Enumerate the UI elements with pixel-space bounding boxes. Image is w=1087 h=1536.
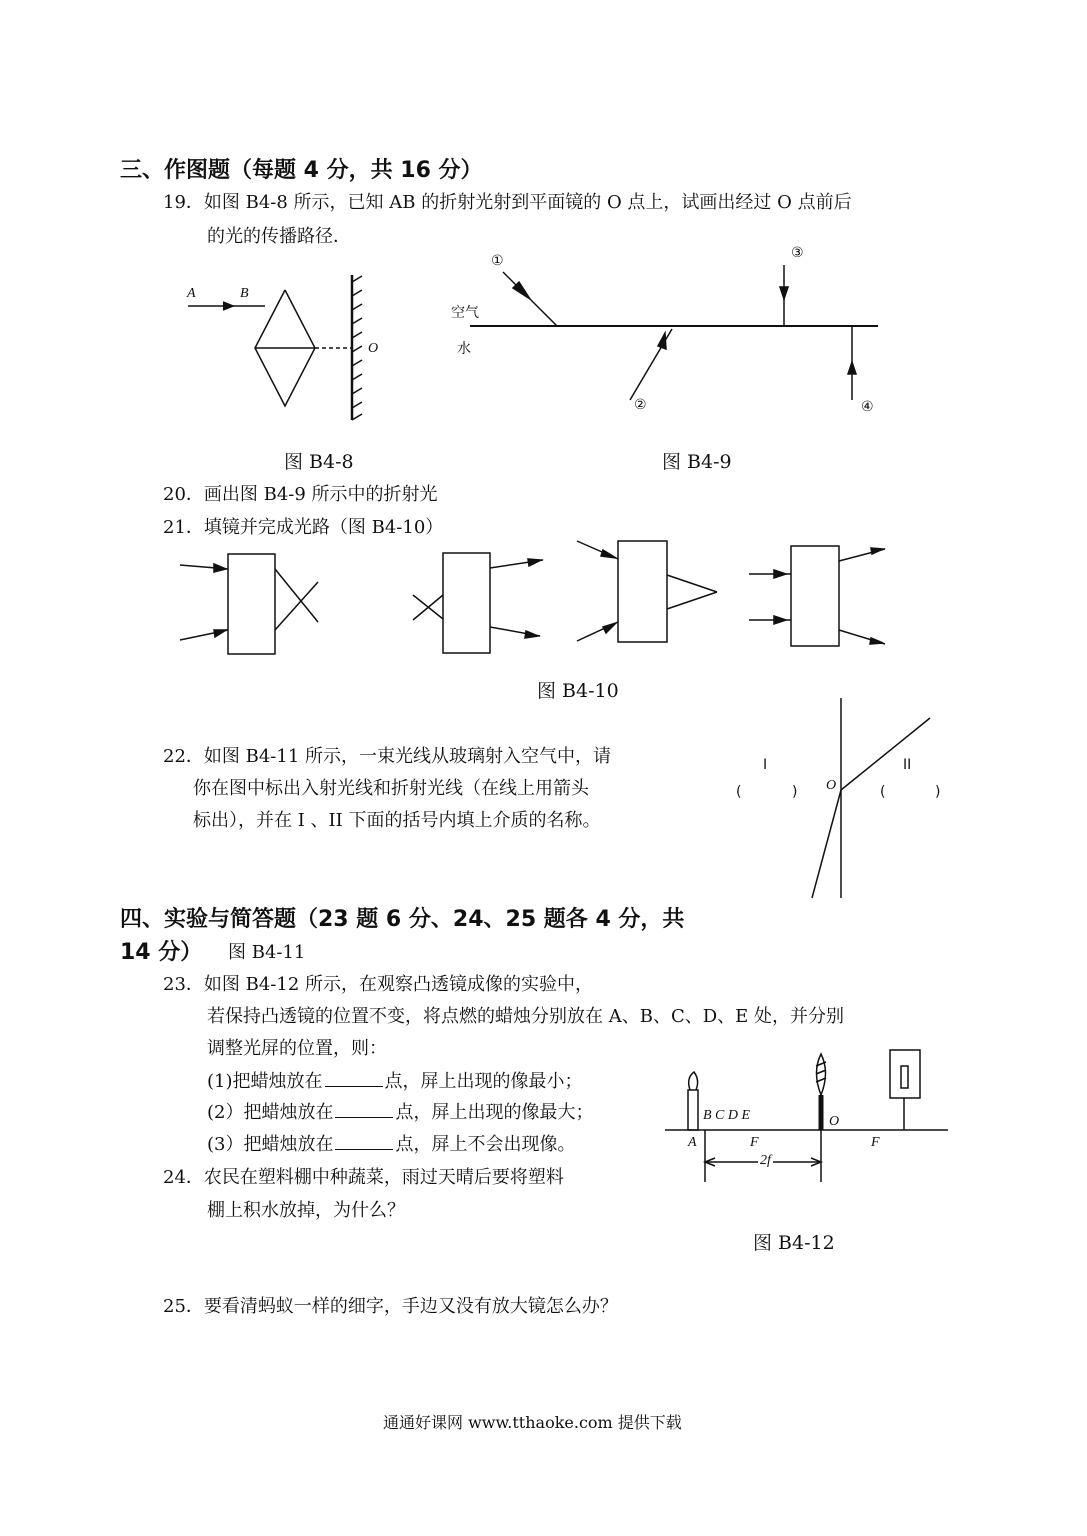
label-2f: 2f xyxy=(760,1153,771,1168)
question-23-line-1: 23．如图 B4-12 所示，在观察凸透镜成像的实验中， xyxy=(163,974,594,995)
section-3-title: 三、作图题（每题 4 分，共 16 分） xyxy=(120,158,483,183)
q23-p1-before: (1)把蜡烛放在 xyxy=(207,1071,323,1092)
section-4-title-line-2: 14 分） xyxy=(120,940,203,965)
number-4: ④ xyxy=(861,399,874,415)
section-4-title-line-1: 四、实验与简答题（23 题 6 分、24、25 题各 4 分，共 xyxy=(120,907,685,932)
paren-ii-left: ( xyxy=(880,784,886,800)
q23-p2-before: (2）把蜡烛放在 xyxy=(207,1102,334,1123)
label-bcde: B C D E xyxy=(703,1108,751,1123)
label-f-left: F xyxy=(750,1135,759,1150)
paren-i-right: ) xyxy=(792,784,798,800)
q23-p3-before: (3）把蜡烛放在 xyxy=(207,1134,334,1155)
label-f-right: F xyxy=(871,1135,880,1150)
question-22-line-1: 22．如图 B4-11 所示，一束光线从玻璃射入空气中，请 xyxy=(163,746,612,767)
question-20: 20．画出图 B4-9 所示中的折射光 xyxy=(163,484,438,505)
question-24-line-2: 棚上积水放掉，为什么？ xyxy=(207,1200,405,1221)
label-o: O xyxy=(368,341,379,356)
question-25: 25．要看清蚂蚁一样的细字，手边又没有放大镜怎么办？ xyxy=(163,1296,618,1317)
paren-i-left: ( xyxy=(736,784,742,800)
number-1: ① xyxy=(491,253,504,269)
label-medium-ii: II xyxy=(903,757,912,773)
label-medium-i: I xyxy=(763,757,768,773)
candle-flame xyxy=(689,1072,698,1090)
question-19-line-2: 的光的传播路径． xyxy=(207,226,351,247)
caption-b4-12: 图 B4-12 xyxy=(753,1232,835,1254)
question-19-line-1: 19．如图 B4-8 所示，已知 AB 的折射光射到平面镜的 O 点上，试画出经过 O 点前后 xyxy=(163,192,852,213)
q23-p3-after: 点，屏上不会出现像。 xyxy=(395,1134,576,1155)
q23-p2-after: 点，屏上出现的像最大； xyxy=(395,1102,594,1123)
number-3: ③ xyxy=(791,245,804,261)
caption-b4-11: 图 B4-11 xyxy=(228,942,306,963)
label-o-b4-11: O xyxy=(826,778,837,793)
caption-b4-10: 图 B4-10 xyxy=(537,680,619,702)
label-o-lens: O xyxy=(829,1114,840,1129)
caption-b4-9: 图 B4-9 xyxy=(662,451,732,473)
lens-top xyxy=(817,1054,826,1095)
question-22-line-3: 标出），并在 I 、II 下面的括号内填上介质的名称。 xyxy=(193,810,601,831)
label-water: 水 xyxy=(457,341,471,357)
question-22-line-2: 你在图中标出入射光线和折射光线（在线上用箭头 xyxy=(193,778,589,799)
question-21: 21．填镜并完成光路（图 B4-10） xyxy=(163,517,444,538)
light-screen xyxy=(890,1050,920,1098)
question-23-line-2: 若保持凸透镜的位置不变，将点燃的蜡烛分别放在 A、B、C、D、E 处，并分别 xyxy=(207,1006,845,1027)
label-a: A xyxy=(187,286,196,301)
footer: 通通好课网 www.tthaoke.com 提供下载 xyxy=(383,1413,682,1432)
label-air: 空气 xyxy=(451,305,479,321)
caption-b4-8: 图 B4-8 xyxy=(284,451,354,473)
question-24-line-1: 24．农民在塑料棚中种蔬菜，雨过天晴后要将塑料 xyxy=(163,1167,564,1188)
label-a-bench: A xyxy=(688,1135,697,1150)
paren-ii-right: ) xyxy=(935,784,941,800)
number-2: ② xyxy=(634,397,647,413)
label-b: B xyxy=(240,286,249,301)
candle xyxy=(688,1090,698,1130)
q23-p1-after: 点，屏上出现的像最小； xyxy=(384,1071,583,1092)
question-23-line-3: 调整光屏的位置，则： xyxy=(207,1038,387,1059)
